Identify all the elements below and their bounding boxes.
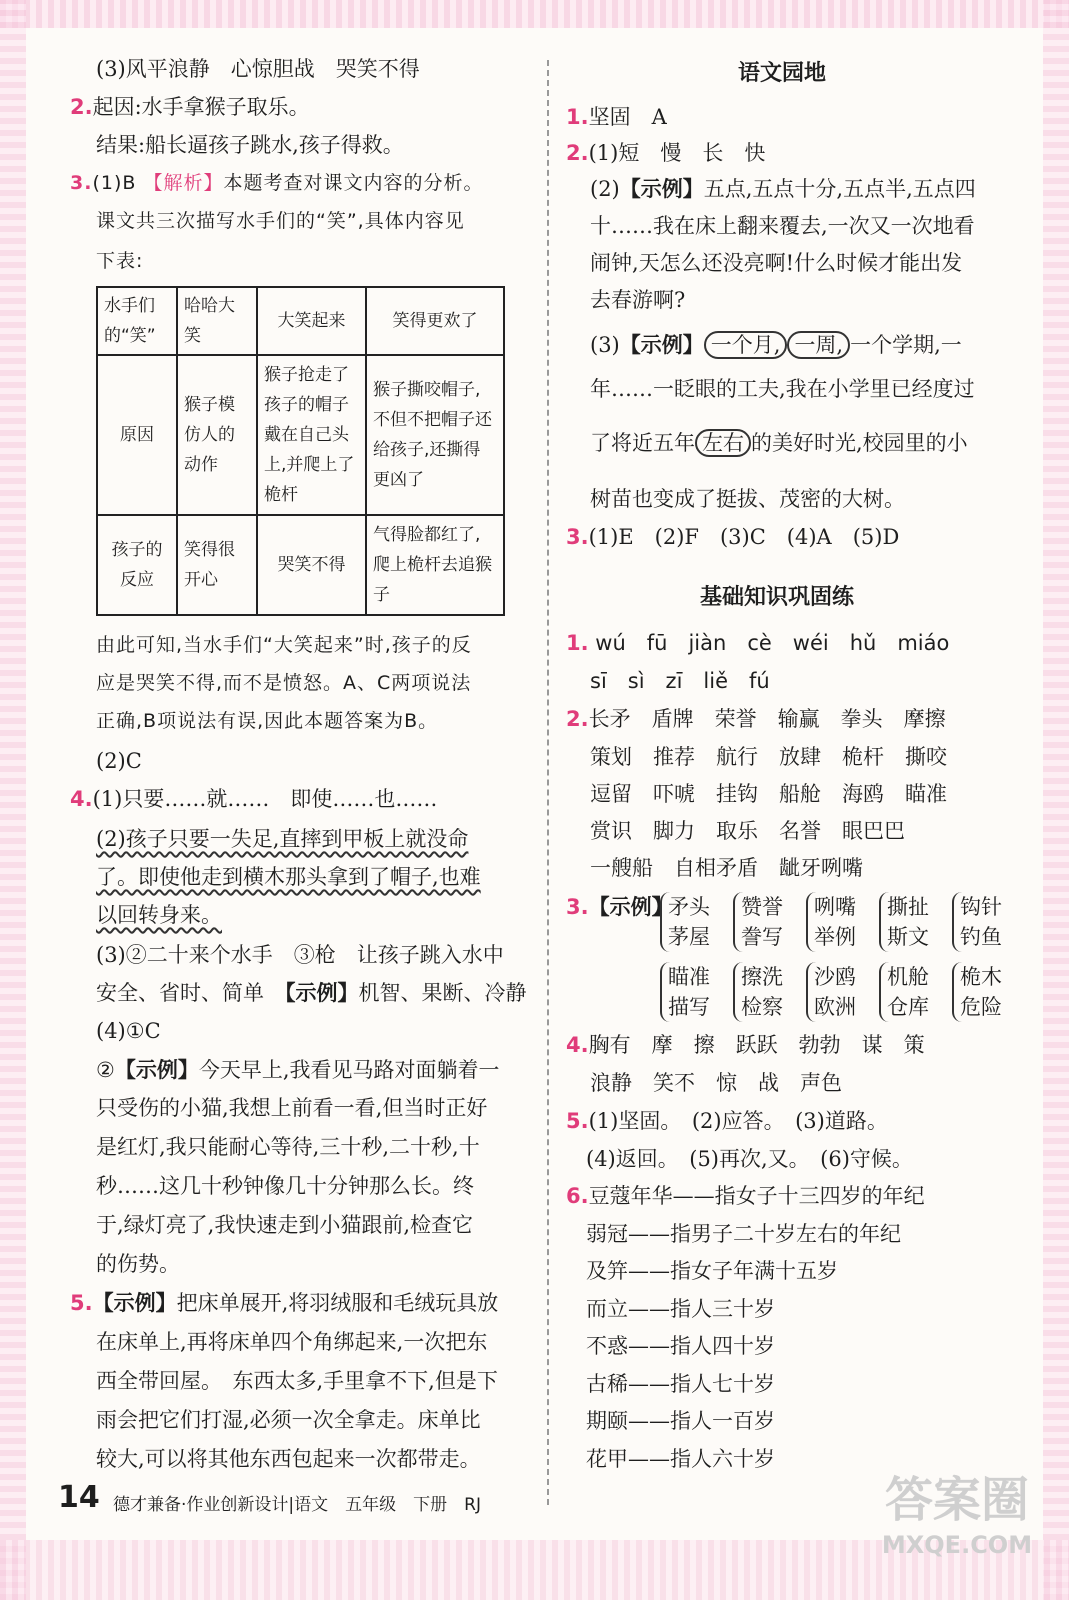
answer-text: 今天早上,我看见马路对面躺着一 bbox=[198, 1058, 500, 1082]
table-cell: 哭笑不得 bbox=[257, 515, 366, 615]
question-number: 4. bbox=[70, 787, 93, 811]
answer-line: 课文共三次描写水手们的“笑”,具体内容见 bbox=[96, 210, 465, 232]
word-group bbox=[879, 892, 929, 952]
answer-line: 年……一眨眼的工夫,我在小学里已经度过 bbox=[590, 377, 975, 401]
answer-text: 起因:水手拿猴子取乐。 bbox=[92, 95, 310, 119]
answer-line: (2)C bbox=[96, 749, 142, 773]
answer-line: 一艘船 自相矛盾 龇牙咧嘴 bbox=[590, 856, 863, 880]
word: 机舱 bbox=[887, 965, 929, 989]
section-title: 语文园地 bbox=[738, 61, 827, 86]
answer-line: 西全带回屋。 东西太多,手里拿不下,但是下 bbox=[96, 1369, 498, 1393]
answer-text: (2) bbox=[590, 177, 620, 201]
question-number: 3. bbox=[70, 172, 93, 194]
question-number: 4. bbox=[566, 1033, 589, 1057]
word-pair bbox=[660, 892, 710, 952]
table-cell: 笑得很开心 bbox=[177, 515, 257, 615]
table-header: 大笑起来 bbox=[257, 287, 366, 355]
question-number: 2. bbox=[566, 141, 589, 165]
answer-line: 于,绿灯亮了,我快速走到小猫跟前,检查它 bbox=[96, 1213, 474, 1237]
answer-text: 的美好时光,校园里的小 bbox=[751, 431, 968, 455]
answer-text: 了将近五年 bbox=[590, 431, 695, 455]
question-3 bbox=[566, 892, 673, 922]
watermark-url: MXQE.COM bbox=[881, 1531, 1033, 1559]
footer-text: 德才兼备·作业创新设计|语文 五年级 下册 RJ bbox=[113, 1495, 481, 1515]
analysis-tag: 【解析】 bbox=[143, 172, 224, 194]
word: 沙鸥 bbox=[814, 965, 856, 989]
answer-line: 由此可知,当水手们“大笑起来”时,孩子的反 bbox=[96, 634, 472, 656]
answer-text: wú fū jiàn cè wéi hǔ miáo bbox=[595, 631, 950, 655]
answer-line: 十……我在床上翻来覆去,一次又一次地看 bbox=[590, 214, 975, 238]
word: 誊写 bbox=[741, 925, 783, 949]
answer-text: (1)短 慢 长 快 bbox=[588, 141, 766, 165]
word: 检察 bbox=[741, 995, 783, 1019]
word-group bbox=[952, 892, 1002, 952]
question-4 bbox=[70, 784, 437, 814]
answer-line bbox=[590, 330, 962, 360]
question-number: 1. bbox=[566, 105, 589, 129]
question-5 bbox=[566, 1106, 888, 1136]
revision-mark: 一个月, bbox=[704, 331, 788, 359]
word-group bbox=[806, 962, 856, 1022]
answer-line: 弱冠——指男子二十岁左右的年纪 bbox=[586, 1222, 901, 1246]
word-pair bbox=[952, 962, 1002, 1022]
answer-text: (1)B bbox=[92, 172, 144, 194]
answer-line: 逗留 吓唬 挂钩 船舱 海鸥 瞄准 bbox=[590, 782, 947, 806]
question-number: 3. bbox=[566, 895, 589, 919]
underlined-text: (2)孩子只要一失足,直摔到甲板上就没命 bbox=[96, 827, 469, 851]
question-number: 5. bbox=[566, 1109, 589, 1133]
question-3 bbox=[566, 522, 899, 552]
answer-line: 闹钟,天怎么还没亮啊!什么时候才能出发 bbox=[590, 251, 963, 275]
answer-line: 正确,B项说法有误,因此本题答案为B。 bbox=[96, 710, 439, 732]
answer-line: 结果:船长逼孩子跳水,孩子得救。 bbox=[96, 133, 404, 157]
word-pair bbox=[952, 892, 1002, 952]
answer-line: 赏识 脚力 取乐 名誉 眼巴巴 bbox=[590, 819, 905, 843]
answer-line: 古稀——指人七十岁 bbox=[586, 1372, 775, 1396]
word: 钓鱼 bbox=[960, 925, 1002, 949]
answer-line: 秒……这几十秒钟像几十分钟那么长。终 bbox=[96, 1174, 474, 1198]
page-number: 14 bbox=[58, 1480, 100, 1515]
answer-text: (1)E (2)F (3)C (4)A (5)D bbox=[588, 525, 900, 549]
answer-text: 一个学期,一 bbox=[850, 333, 962, 357]
word-group bbox=[660, 962, 710, 1022]
answer-text: 长矛 盾牌 荣誉 输赢 拳头 摩擦 bbox=[588, 707, 946, 731]
word-pair bbox=[806, 892, 856, 952]
answer-text: 本题考查对课文内容的分析。 bbox=[223, 172, 484, 194]
table-cell: 气得脸都红了,爬上桅杆去追猴子 bbox=[366, 515, 504, 615]
word-pair bbox=[879, 962, 929, 1022]
answer-line: (3)风平浪静 心惊胆战 哭笑不得 bbox=[96, 57, 420, 81]
question-number: 6. bbox=[566, 1184, 589, 1208]
answer-text: 坚固 A bbox=[588, 105, 667, 129]
example-tag: 【示例】 bbox=[619, 177, 704, 201]
word-group bbox=[952, 962, 1002, 1022]
word-pair bbox=[806, 962, 856, 1022]
question-2 bbox=[566, 138, 765, 168]
answer-text: 机智、果断、冷静 bbox=[358, 981, 527, 1005]
answer-line: 不惑——指人四十岁 bbox=[586, 1334, 775, 1358]
example-tag: 【示例】 bbox=[114, 1058, 199, 1082]
question-1 bbox=[566, 628, 949, 658]
answer-line: 而立——指人三十岁 bbox=[586, 1297, 775, 1321]
word: 桅木 bbox=[960, 965, 1002, 989]
word: 危险 bbox=[960, 995, 1002, 1019]
answer-line: (4)①C bbox=[96, 1019, 161, 1043]
answer-line: 雨会把它们打湿,必须一次全拿走。床单比 bbox=[96, 1408, 481, 1432]
answer-text: 安全、省时、简单 bbox=[96, 981, 285, 1005]
revision-mark: 左右 bbox=[695, 429, 751, 457]
word-group bbox=[660, 892, 710, 952]
answer-text: 五点,五点十分,五点半,五点四 bbox=[703, 177, 976, 201]
word: 赞誉 bbox=[741, 895, 783, 919]
question-number: 3. bbox=[566, 525, 589, 549]
answer-line: 是红灯,我只能耐心等待,三十秒,二十秒,十 bbox=[96, 1135, 480, 1159]
answer-line bbox=[96, 978, 527, 1008]
question-6 bbox=[566, 1181, 925, 1211]
column-divider bbox=[547, 60, 549, 1505]
answer-line: (4)返回。 (5)再次,又。 (6)守候。 bbox=[586, 1147, 913, 1171]
answer-line: 较大,可以将其他东西包起来一次都带走。 bbox=[96, 1447, 481, 1471]
table-row bbox=[97, 355, 504, 515]
watermark-logo: 答案圈 bbox=[884, 1472, 1029, 1528]
answer-line: (3)②二十来个水手 ③枪 让孩子跳入水中 bbox=[96, 943, 504, 967]
word: 举例 bbox=[814, 925, 856, 949]
table-header-row bbox=[97, 287, 504, 355]
example-tag: 【示例】 bbox=[285, 981, 359, 1005]
table-cell: 孩子的反应 bbox=[97, 515, 177, 615]
word-group bbox=[733, 892, 783, 952]
answer-line: 树苗也变成了挺拔、茂密的大树。 bbox=[590, 487, 905, 511]
word-pair bbox=[733, 962, 783, 1022]
answer-line: 应是哭笑不得,而不是愤怒。A、C两项说法 bbox=[96, 672, 472, 694]
word-pair bbox=[733, 892, 783, 952]
laugh-table bbox=[96, 286, 505, 616]
answer-text: 把床单展开,将羽绒服和毛绒玩具放 bbox=[176, 1291, 499, 1315]
example-tag: 【示例】 bbox=[92, 1291, 177, 1315]
underlined-text: 以回转身来。 bbox=[96, 903, 222, 927]
word: 欧洲 bbox=[814, 995, 856, 1019]
question-number: 2. bbox=[566, 707, 589, 731]
word: 斯文 bbox=[887, 925, 929, 949]
word: 描写 bbox=[668, 995, 710, 1019]
question-2 bbox=[566, 704, 946, 734]
underlined-text: 了。即使他走到横木那头拿到了帽子,也难 bbox=[96, 865, 481, 889]
answer-text: 豆蔻年华——指女子十三四岁的年纪 bbox=[588, 1184, 925, 1208]
table-header: 哈哈大笑 bbox=[177, 287, 257, 355]
word: 撕扯 bbox=[887, 895, 929, 919]
question-1 bbox=[566, 102, 667, 132]
word: 瞄准 bbox=[668, 965, 710, 989]
answer-line: 策划 推荐 航行 放肆 桅杆 撕咬 bbox=[590, 745, 947, 769]
watermark bbox=[872, 1470, 1042, 1580]
answer-line: 期颐——指人一百岁 bbox=[586, 1409, 775, 1433]
decorative-border-right bbox=[1043, 0, 1069, 1600]
answer-line: 只受伤的小猫,我想上前看一看,但当时正好 bbox=[96, 1096, 488, 1120]
word: 茅屋 bbox=[668, 925, 710, 949]
decorative-border-top bbox=[0, 0, 1069, 28]
word-group bbox=[879, 962, 929, 1022]
question-number: 2. bbox=[70, 95, 93, 119]
answer-line: 花甲——指人六十岁 bbox=[586, 1447, 775, 1471]
answer-line: 及笄——指女子年满十五岁 bbox=[586, 1259, 838, 1283]
example-tag: 【示例】 bbox=[588, 895, 673, 919]
table-header: 水手们的“笑” bbox=[97, 287, 177, 355]
word-group bbox=[806, 892, 856, 952]
answer-text: 胸有 摩 擦 跃跃 勃勃 谋 策 bbox=[588, 1033, 925, 1057]
table-header: 笑得更欢了 bbox=[366, 287, 504, 355]
word: 咧嘴 bbox=[814, 895, 856, 919]
answer-line: 在床单上,再将床单四个角绑起来,一次把东 bbox=[96, 1330, 488, 1354]
answer-text: (3) bbox=[590, 333, 620, 357]
answer-line bbox=[590, 428, 968, 458]
word: 擦洗 bbox=[741, 965, 783, 989]
answer-line bbox=[96, 1055, 500, 1085]
answer-line: 的伤势。 bbox=[96, 1252, 180, 1276]
table-cell: 猴子抢走了孩子的帽子戴在自己头上,并爬上了桅杆 bbox=[257, 355, 366, 515]
question-number: 5. bbox=[70, 1291, 93, 1315]
word: 钩针 bbox=[960, 895, 1002, 919]
example-tag: 【示例】 bbox=[619, 333, 704, 357]
table-cell: 猴子撕咬帽子,不但不把帽子还给孩子,还撕得更凶了 bbox=[366, 355, 504, 515]
table-cell: 猴子模仿人的动作 bbox=[177, 355, 257, 515]
answer-text: (1)只要……就…… 即使……也…… bbox=[92, 787, 438, 811]
decorative-border-left bbox=[0, 0, 26, 1600]
answer-line: 下表: bbox=[96, 250, 144, 272]
section-title: 基础知识巩固练 bbox=[700, 585, 855, 610]
answer-line bbox=[96, 862, 481, 892]
question-4 bbox=[566, 1030, 925, 1060]
answer-line bbox=[96, 900, 222, 930]
answer-text: (1)坚固。 (2)应答。 (3)道路。 bbox=[588, 1109, 888, 1133]
table-cell: 原因 bbox=[97, 355, 177, 515]
question-number: 1. bbox=[566, 631, 589, 655]
question-2 bbox=[70, 92, 310, 122]
word: 矛头 bbox=[668, 895, 710, 919]
word: 仓库 bbox=[887, 995, 929, 1019]
question-3 bbox=[70, 168, 483, 198]
word-pair bbox=[660, 962, 710, 1022]
word-group bbox=[733, 962, 783, 1022]
word-pair bbox=[879, 892, 929, 952]
answer-line: 浪静 笑不 惊 战 声色 bbox=[590, 1071, 842, 1095]
answer-text: ② bbox=[96, 1058, 115, 1082]
revision-mark: 一周, bbox=[787, 331, 850, 359]
answer-line: 去春游啊? bbox=[590, 288, 686, 312]
answer-line bbox=[590, 174, 976, 204]
answer-line bbox=[96, 824, 468, 854]
answer-line: sī sì zī liě fú bbox=[590, 669, 770, 693]
table-row bbox=[97, 515, 504, 615]
question-5 bbox=[70, 1288, 498, 1318]
